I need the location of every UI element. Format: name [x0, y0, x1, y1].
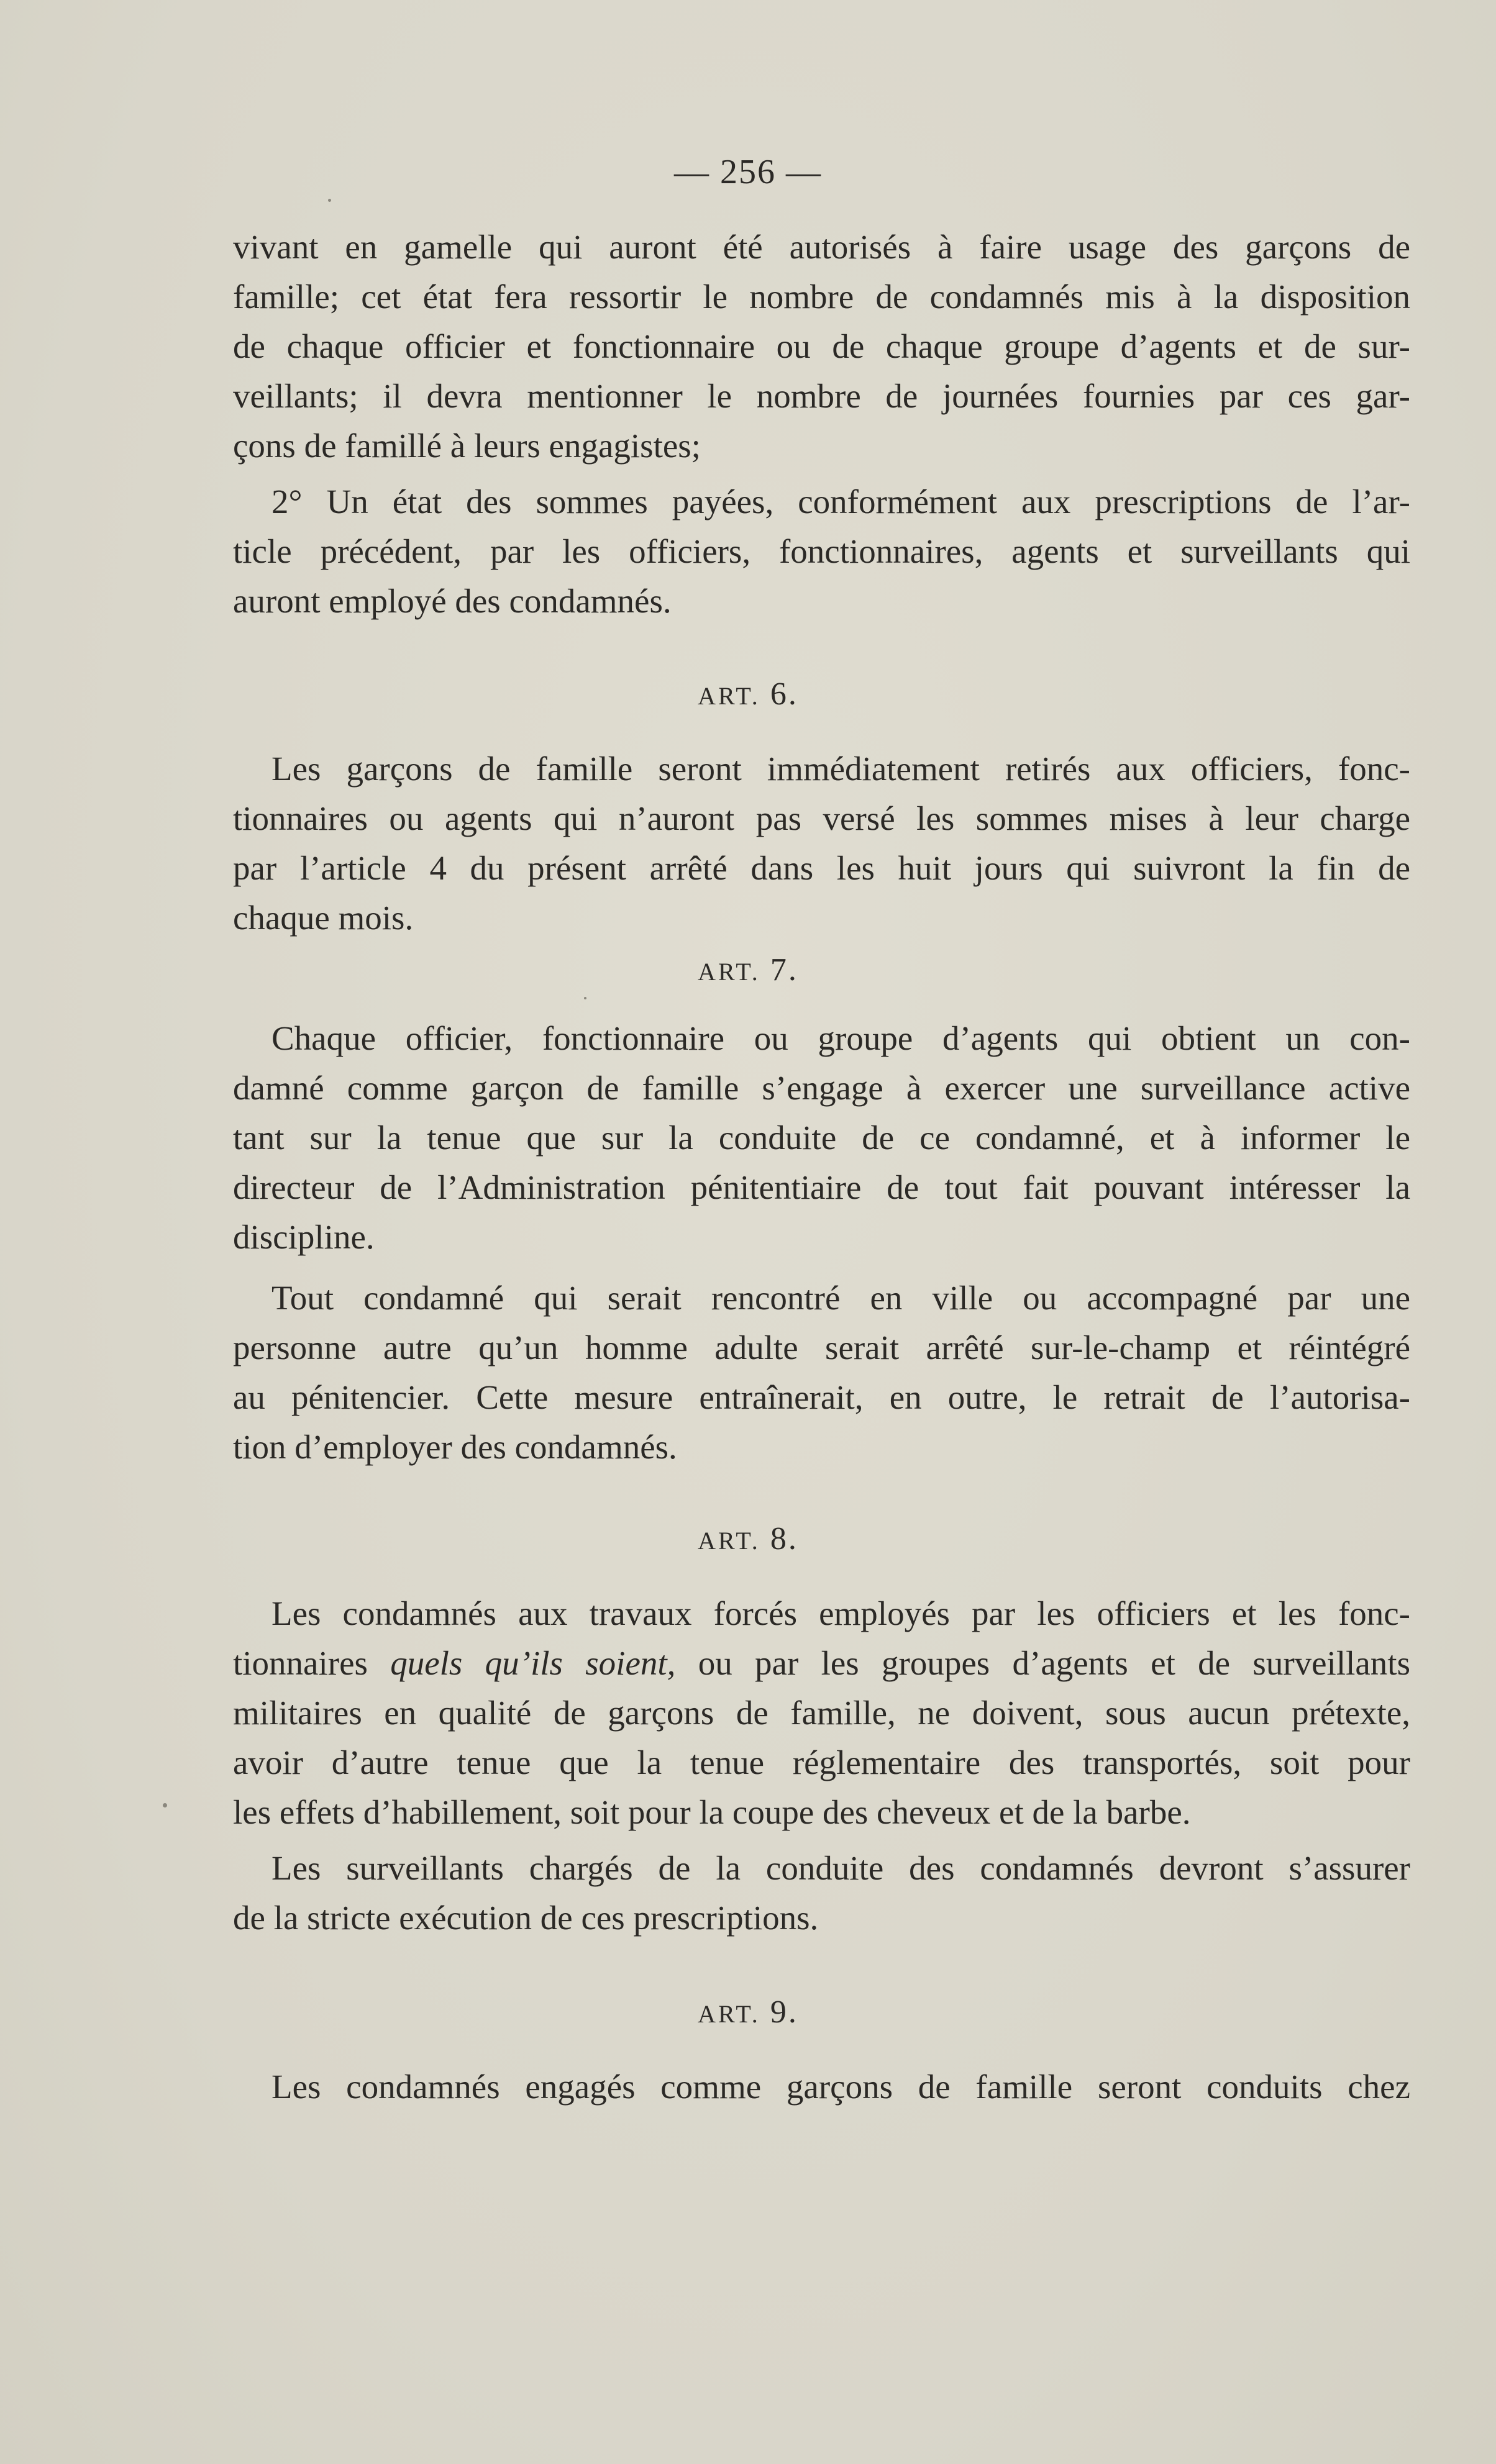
article-label: ART. — [698, 2000, 760, 2028]
text-line: de la stricte exécution de ces prescriptions. — [233, 1899, 819, 1937]
text-line: Les condamnés aux travaux forcés employés par les officiers et les fonc- — [271, 1594, 1410, 1632]
article-heading-8 — [0, 1514, 1496, 1564]
text-line: chaque mois. — [233, 899, 414, 937]
text-line: avoir d’autre tenue que la tenue réglementaire des transportés, soit pour — [233, 1743, 1410, 1781]
article-label: ART. — [698, 1527, 760, 1555]
text-run: ou par les groupes d’agents et de surveillants — [675, 1644, 1410, 1682]
text-run: tionnaires — [233, 1644, 391, 1682]
text-line: famille; cet état fera ressortir le nombre de condamnés mis à la disposition — [233, 278, 1410, 316]
article-label: ART. — [698, 682, 760, 710]
text-line: discipline. — [233, 1218, 375, 1256]
text-line: 2° Un état des sommes payées, conformément aux prescriptions de l’ar- — [271, 483, 1410, 521]
text-line: Tout condamné qui serait rencontré en ville ou accompagné par une — [271, 1279, 1410, 1317]
text-line: auront employé des condamnés. — [233, 582, 672, 620]
text-line: directeur de l’Administration pénitentiaire de tout fait pouvant intéresser la — [233, 1168, 1410, 1206]
text-line: ticle précédent, par les officiers, fonctionnaires, agents et surveillants qui — [233, 532, 1410, 570]
article-number: 8. — [770, 1521, 798, 1557]
article-label: ART. — [698, 958, 760, 986]
italic-phrase: quels qu’ils soient, — [390, 1644, 676, 1682]
paper-speck — [584, 997, 586, 999]
text-line: militaires en qualité de garçons de famille, ne doivent, sous aucun prétexte, — [233, 1694, 1410, 1732]
page-number: — 256 — — [674, 153, 822, 191]
text-line: çons de famillé à leurs engagistes; — [233, 427, 701, 465]
text-line: damné comme garçon de famille s’engage à exercer une surveillance active — [233, 1069, 1410, 1107]
text-line-with-italic — [233, 1639, 1410, 1688]
text-line: Les garçons de famille seront immédiatement retirés aux officiers, fonc- — [271, 750, 1410, 788]
text-line: veillants; il devra mentionner le nombre de journées fournies par ces gar- — [233, 377, 1410, 415]
text-line: les effets d’habillement, soit pour la coupe des cheveux et de la barbe. — [233, 1793, 1191, 1831]
article-heading-6 — [0, 670, 1496, 719]
text-line: tant sur la tenue que sur la conduite de ce condamné, et à informer le — [233, 1119, 1410, 1157]
paper-speck — [328, 199, 331, 202]
article-heading-9 — [0, 1988, 1496, 2037]
text-line: vivant en gamelle qui auront été autorisés à faire usage des garçons de — [233, 228, 1410, 266]
article-number: 6. — [770, 676, 798, 712]
text-line: par l’article 4 du présent arrêté dans les huit jours qui suivront la fin de — [233, 849, 1410, 887]
text-line: de chaque officier et fonctionnaire ou de chaque groupe d’agents et de sur- — [233, 327, 1410, 365]
article-number: 7. — [770, 952, 798, 988]
text-line: Chaque officier, fonctionnaire ou groupe d’agents qui obtient un con- — [271, 1019, 1410, 1057]
paper-speck — [163, 1803, 167, 1807]
text-line: au pénitencier. Cette mesure entraînerait, en outre, le retrait de l’autorisa- — [233, 1378, 1410, 1416]
text-line: Les condamnés engagés comme garçons de famille seront conduits chez — [271, 2068, 1410, 2106]
text-line: Les surveillants chargés de la conduite des condamnés devront s’assurer — [271, 1849, 1410, 1887]
text-line: tion d’employer des condamnés. — [233, 1428, 677, 1466]
text-line: tionnaires ou agents qui n’auront pas versé les sommes mises à leur charge — [233, 799, 1410, 837]
text-line: personne autre qu’un homme adulte serait arrêté sur-le-champ et réintégré — [233, 1329, 1410, 1366]
article-heading-7 — [0, 945, 1496, 995]
article-number: 9. — [770, 1994, 798, 2030]
